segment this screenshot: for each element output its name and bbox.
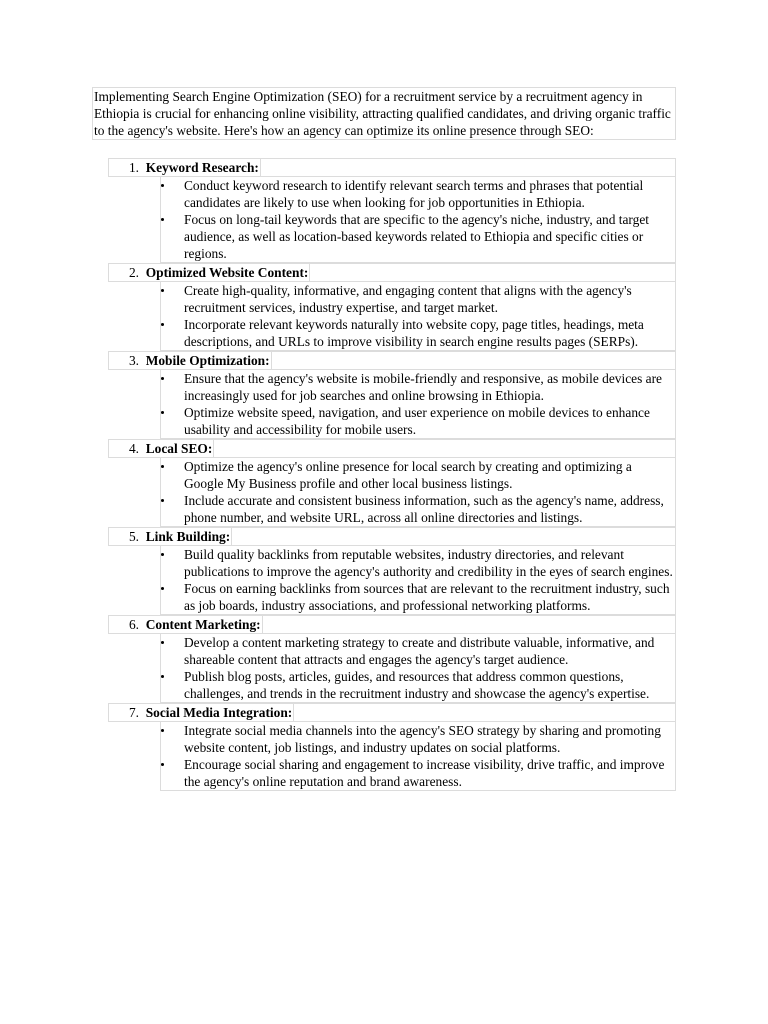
bullet-icon xyxy=(161,641,164,644)
section-social-media-integration xyxy=(108,703,676,791)
list-item xyxy=(161,458,675,492)
bullet-icon xyxy=(161,465,164,468)
section-number: 5. xyxy=(128,529,139,544)
bullet-icon xyxy=(161,553,164,556)
section-title: Mobile Optimization: xyxy=(145,353,270,368)
section-title: Link Building: xyxy=(145,529,231,544)
bullet-list xyxy=(160,722,676,791)
bullet-list xyxy=(160,370,676,439)
list-item xyxy=(161,316,675,350)
bullet-icon xyxy=(161,729,164,732)
bullet-list xyxy=(160,177,676,263)
list-item xyxy=(161,546,675,580)
bullet-icon xyxy=(161,675,164,678)
bullet-list xyxy=(160,634,676,703)
section-title: Local SEO: xyxy=(145,441,213,456)
bullet-icon xyxy=(161,587,164,590)
bullet-icon xyxy=(161,377,164,380)
bullet-text: Create high-quality, informative, and engaging content that aligns with the agency's recruitment services, industry expertise, and target market. xyxy=(184,283,632,315)
section-heading xyxy=(108,527,676,546)
section-number: 6. xyxy=(128,617,139,632)
section-number: 7. xyxy=(128,705,139,720)
section-title: Optimized Website Content: xyxy=(145,265,309,280)
section-link-building xyxy=(108,527,676,615)
section-heading xyxy=(108,703,676,722)
bullet-text: Develop a content marketing strategy to create and distribute valuable, informative, and shareable content that attracts and engages the agency's target audience. xyxy=(184,635,655,667)
list-item xyxy=(161,492,675,526)
bullet-icon xyxy=(161,218,164,221)
section-number: 2. xyxy=(128,265,139,280)
bullet-text: Optimize the agency's online presence for local search by creating and optimizing a Google My Business profile and other local business listings. xyxy=(184,459,632,491)
bullet-text: Focus on long-tail keywords that are specific to the agency's niche, industry, and target audience, as well as location-based keywords related to Ethiopia and specific cities or regions. xyxy=(184,212,650,261)
bullet-icon xyxy=(161,411,164,414)
section-number: 4. xyxy=(128,441,139,456)
intro-paragraph: Implementing Search Engine Optimization (SEO) for a recruitment service by a recruitment agency in Ethiopia is crucial for enhancing online visibility, attracting qualified candidates, and driving organic traffic to the agency's website. Here's how an agency can optimize its online presence through SEO: xyxy=(92,87,676,140)
bullet-list xyxy=(160,282,676,351)
document-page xyxy=(92,87,676,791)
bullet-icon xyxy=(161,499,164,502)
section-heading xyxy=(108,351,676,370)
bullet-icon xyxy=(161,184,164,187)
bullet-icon xyxy=(161,763,164,766)
section-title: Content Marketing: xyxy=(145,617,261,632)
bullet-text: Encourage social sharing and engagement to increase visibility, drive traffic, and improve the agency's online reputation and brand awareness. xyxy=(184,757,665,789)
bullet-text: Optimize website speed, navigation, and user experience on mobile devices to enhance usability and accessibility for mobile users. xyxy=(184,405,650,437)
bullet-text: Integrate social media channels into the agency's SEO strategy by sharing and promoting website content, job listings, and industry updates on social platforms. xyxy=(184,723,661,755)
bullet-text: Incorporate relevant keywords naturally into website copy, page titles, headings, meta descriptions, and URLs to improve visibility in search engine results pages (SERPs). xyxy=(184,317,644,349)
section-number: 3. xyxy=(128,353,139,368)
section-number: 1. xyxy=(128,160,139,175)
seo-steps-list xyxy=(108,158,676,791)
bullet-text: Conduct keyword research to identify relevant search terms and phrases that potential candidates are likely to use when looking for job opportunities in Ethiopia. xyxy=(184,178,644,210)
list-item xyxy=(161,404,675,438)
section-keyword-research xyxy=(108,158,676,263)
section-heading xyxy=(108,263,676,282)
bullet-text: Include accurate and consistent business information, such as the agency's name, address, phone number, and website URL, across all online directories and listings. xyxy=(184,493,664,525)
list-item xyxy=(161,211,675,262)
section-mobile-optimization xyxy=(108,351,676,439)
bullet-text: Build quality backlinks from reputable websites, industry directories, and relevant publications to improve the agency's authority and credibility in the eyes of search engines. xyxy=(184,547,673,579)
section-title: Social Media Integration: xyxy=(145,705,293,720)
section-optimized-website-content xyxy=(108,263,676,351)
list-item xyxy=(161,370,675,404)
section-content-marketing xyxy=(108,615,676,703)
bullet-icon xyxy=(161,289,164,292)
bullet-list xyxy=(160,546,676,615)
bullet-text: Publish blog posts, articles, guides, and resources that address common questions, challenges, and trends in the recruitment industry and showcase the agency's expertise. xyxy=(184,669,650,701)
list-item xyxy=(161,722,675,756)
list-item xyxy=(161,756,675,790)
list-item xyxy=(161,282,675,316)
bullet-icon xyxy=(161,323,164,326)
list-item xyxy=(161,668,675,702)
list-item xyxy=(161,634,675,668)
bullet-list xyxy=(160,458,676,527)
list-item xyxy=(161,177,675,211)
list-item xyxy=(161,580,675,614)
section-heading xyxy=(108,158,676,177)
bullet-text: Ensure that the agency's website is mobile-friendly and responsive, as mobile devices are increasingly used for job searches and online browsing in Ethiopia. xyxy=(184,371,663,403)
section-heading xyxy=(108,615,676,634)
section-heading xyxy=(108,439,676,458)
bullet-text: Focus on earning backlinks from sources that are relevant to the recruitment industry, such as job boards, industry associations, and professional networking platforms. xyxy=(184,581,670,613)
section-local-seo xyxy=(108,439,676,527)
section-title: Keyword Research: xyxy=(145,160,259,175)
